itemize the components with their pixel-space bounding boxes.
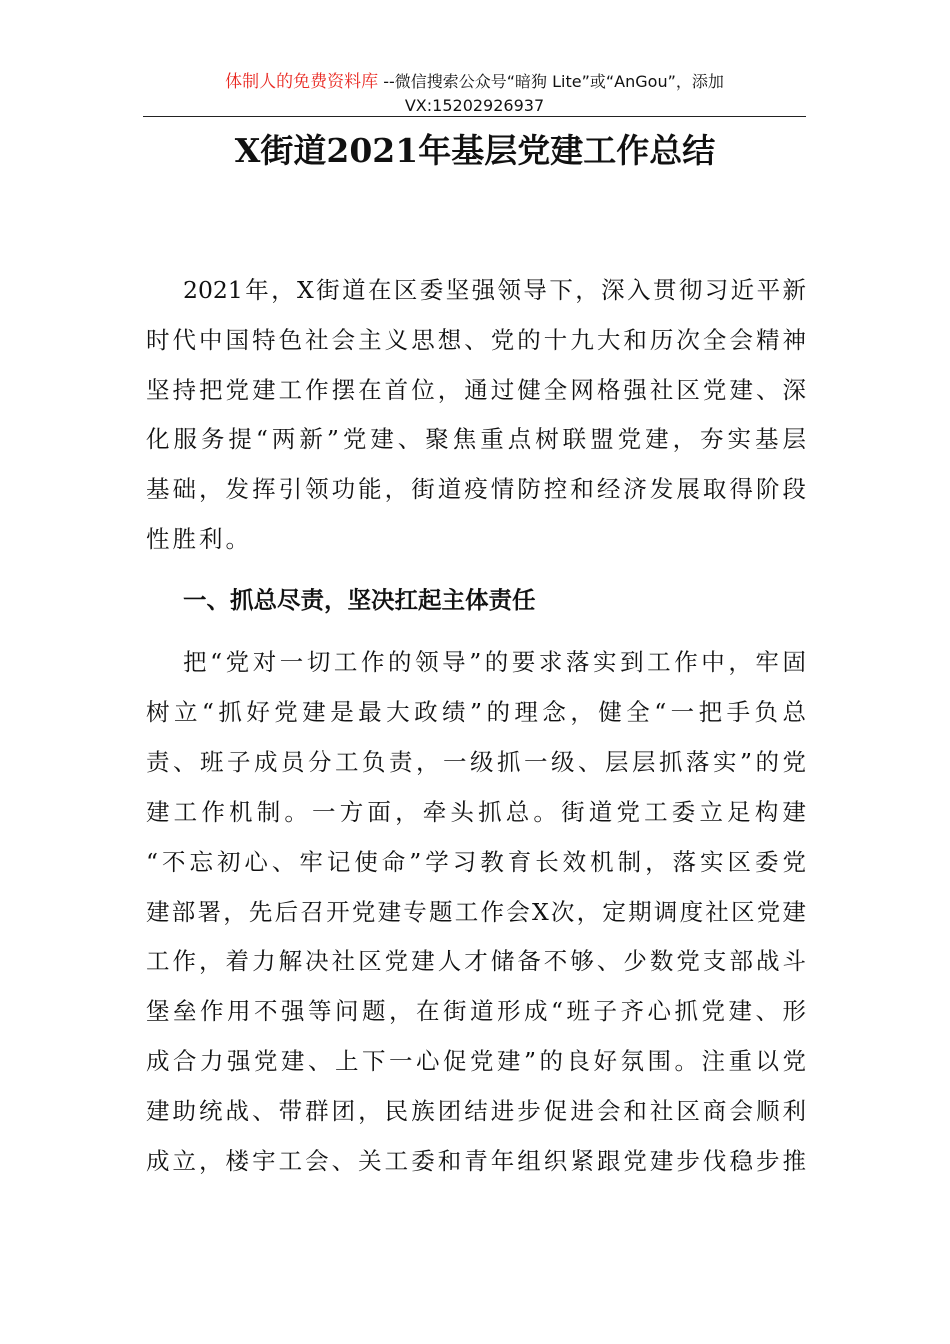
text-line: “不忘初心、牢记使命”学习教育长效机制，落实区委党 xyxy=(146,847,806,876)
text-line: 成立，楼宇工会、关工委和青年组织紧跟党建步伐稳步推 xyxy=(146,1147,806,1175)
text-line: 树立“抓好党建是最大政绩”的理念，健全“一把手负总 xyxy=(146,697,806,726)
text-line: 化服务提“两新”党建、聚焦重点树联盟党建，夯实基层 xyxy=(146,425,806,454)
header-contact: VX:15202926937 xyxy=(404,96,545,115)
text-line: 2021年，X街道在区委坚强领导下，深入贯彻习近平新 xyxy=(183,276,806,304)
text-line: 责、班子成员分工负责，一级抓一级、层层抓落实”的党 xyxy=(146,747,806,776)
text-line: 时代中国特色社会主义思想、党的十九大和历次全会精神 xyxy=(146,325,806,354)
document-title: X街道2021年基层党建工作总结 xyxy=(234,131,716,170)
text-line: 坚持把党建工作摆在首位，通过健全网格强社区党建、深 xyxy=(146,375,806,404)
text-line: 建助统战、带群团，民族团结进步促进会和社区商会顺利 xyxy=(146,1097,806,1126)
header-divider xyxy=(143,116,806,117)
text-line: 工作，着力解决社区党建人才储备不够、少数党支部战斗 xyxy=(146,947,806,976)
text-line: 堡垒作用不强等问题，在街道形成“班子齐心抓党建、形 xyxy=(146,997,806,1026)
text-line: 建工作机制。一方面，牵头抓总。街道党工委立足构建 xyxy=(146,797,806,826)
header-black-text: --微信搜索公众号“暗狗 Lite”或“AnGou”，添加 xyxy=(378,72,724,91)
text-line: 把“党对一切工作的领导”的要求落实到工作中，牢固 xyxy=(183,648,806,676)
section-heading-1: 一、抓总尽责，坚决扛起主体责任 xyxy=(183,586,536,614)
text-line: 成合力强党建、上下一心促党建”的良好氛围。注重以党 xyxy=(146,1047,806,1076)
header-red-text: 体制人的免费资料库 xyxy=(225,72,379,92)
text-line: 建部署，先后召开党建专题工作会X次，定期调度社区党建 xyxy=(146,897,806,926)
text-line: 性胜利。 xyxy=(146,525,252,553)
watermark-header xyxy=(143,70,806,117)
text-line: 基础，发挥引领功能，街道疫情防控和经济发展取得阶段 xyxy=(146,475,806,504)
